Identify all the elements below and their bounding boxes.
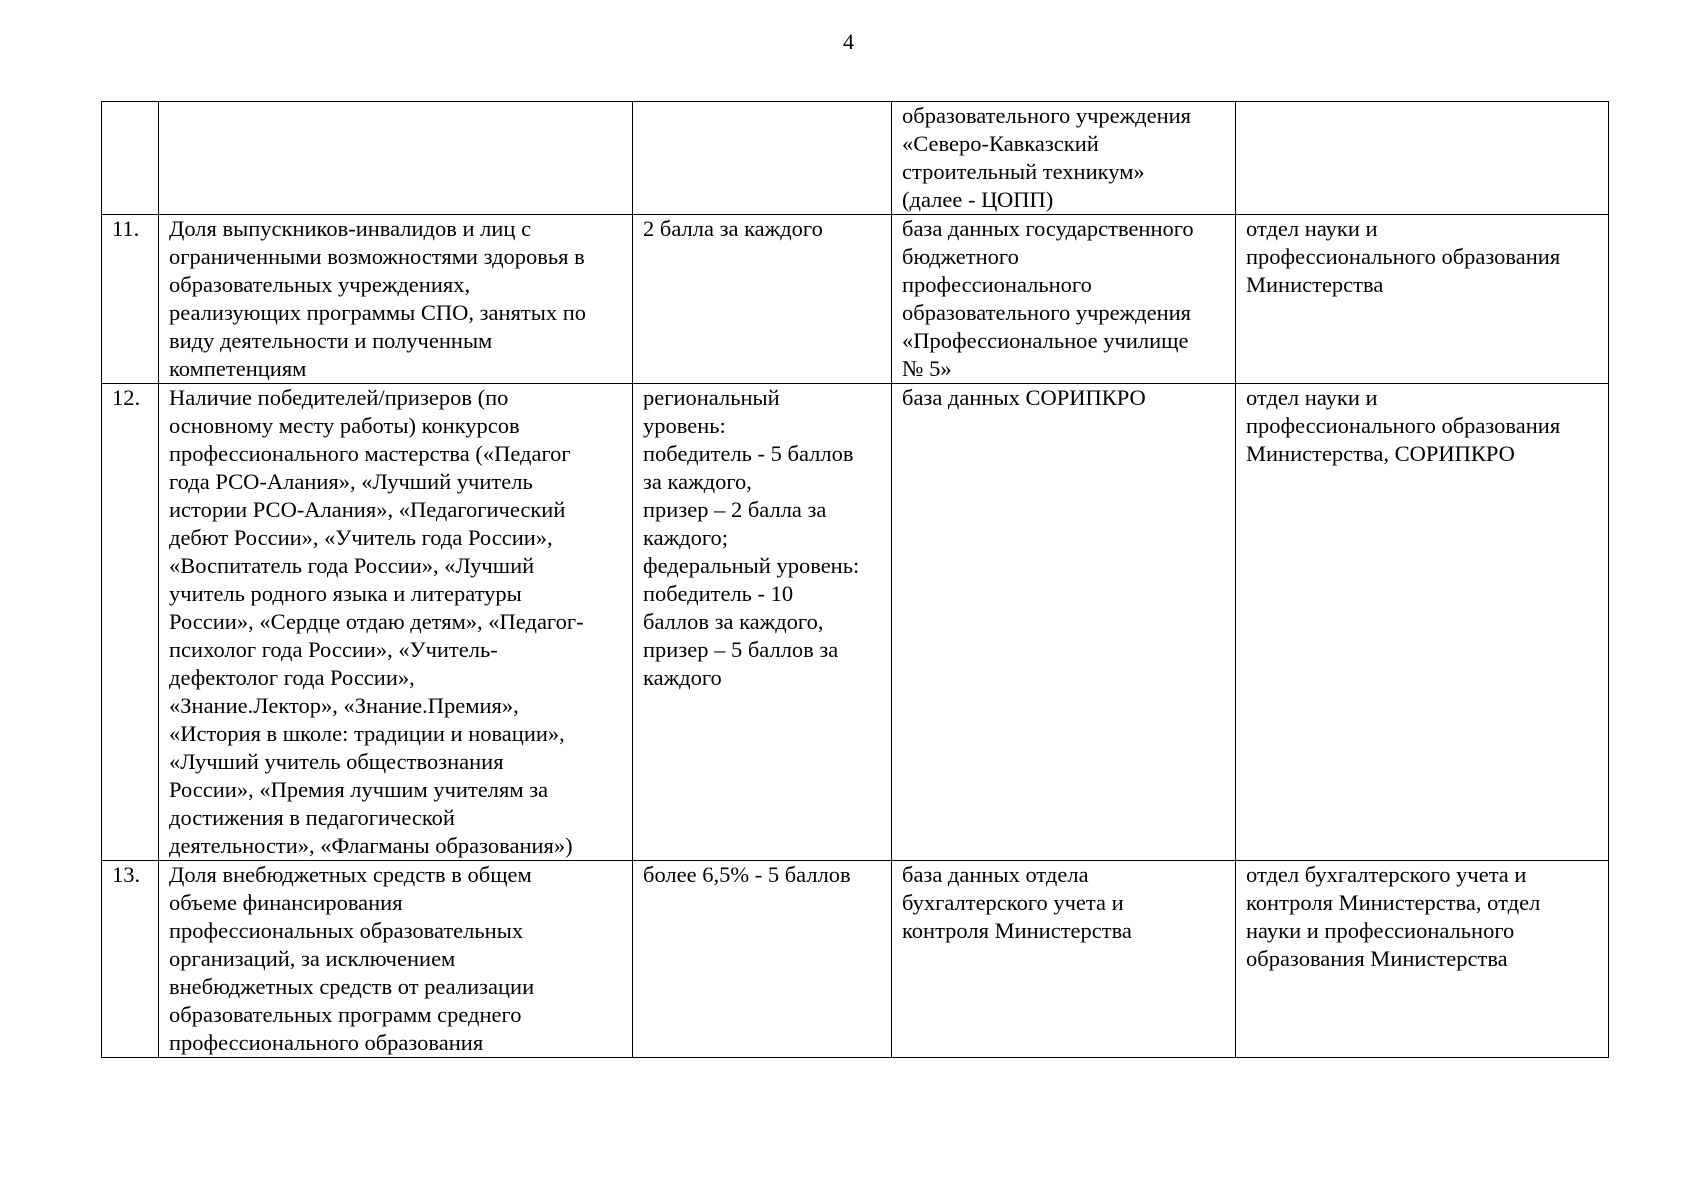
data-source-cell: образовательного учреждения «Северо-Кавказский строительный техникум» (далее - ЦОПП) [892,102,1236,215]
data-source-cell: база данных СОРИПКРО [892,384,1236,861]
responsible-cell: отдел науки и профессионального образования Министерства [1236,215,1609,384]
row-number: 13. [102,861,159,1058]
table-row [102,384,1609,861]
responsible-cell [1236,102,1609,215]
score-cell [633,102,892,215]
table-row [102,861,1609,1058]
score-cell: более 6,5% - 5 баллов [633,861,892,1058]
indicator-cell: Наличие победителей/призеров (по основному месту работы) конкурсов профессионального мастерства («Педагог года РСО-Алания», «Лучший учитель истории РСО-Алания», «Педагогический дебют России», «Учитель года России», «Воспитатель года России», «Лучший учитель родного языка и литературы России», «Сердце отдаю детям», «Педагог- психолог года России», «Учитель- дефектолог года России», «Знание.Лектор», «Знание.Премия», «История в школе: традиции и новации», «Лучший учитель обществознания России», «Премия лучшим учителям за достижения в педагогической деятельности», «Флагманы образования») [159,384,633,861]
responsible-cell: отдел науки и профессионального образования Министерства, СОРИПКРО [1236,384,1609,861]
data-source-cell: база данных отдела бухгалтерского учета и контроля Министерства [892,861,1236,1058]
indicator-cell: Доля выпускников-инвалидов и лиц с ограниченными возможностями здоровья в образовательных учреждениях, реализующих программы СПО, занятых по виду деятельности и полученным компетенциям [159,215,633,384]
score-cell: 2 балла за каждого [633,215,892,384]
criteria-table [101,101,1609,1058]
page-number: 4 [843,29,854,54]
table-row [102,215,1609,384]
indicator-cell [159,102,633,215]
indicator-cell: Доля внебюджетных средств в общем объеме финансирования профессиональных образовательных организаций, за исключением внебюджетных средств от реализации образовательных программ среднего профессионального образования [159,861,633,1058]
data-source-cell: база данных государственного бюджетного профессионального образовательного учреждения «Профессиональное училище № 5» [892,215,1236,384]
score-cell: региональный уровень: победитель - 5 баллов за каждого, призер – 2 балла за каждого; федеральный уровень: победитель - 10 баллов за каждого, призер – 5 баллов за каждого [633,384,892,861]
row-number: 12. [102,384,159,861]
responsible-cell: отдел бухгалтерского учета и контроля Министерства, отдел науки и профессионального образования Министерства [1236,861,1609,1058]
row-number: 11. [102,215,159,384]
row-number [102,102,159,215]
table-row [102,102,1609,215]
